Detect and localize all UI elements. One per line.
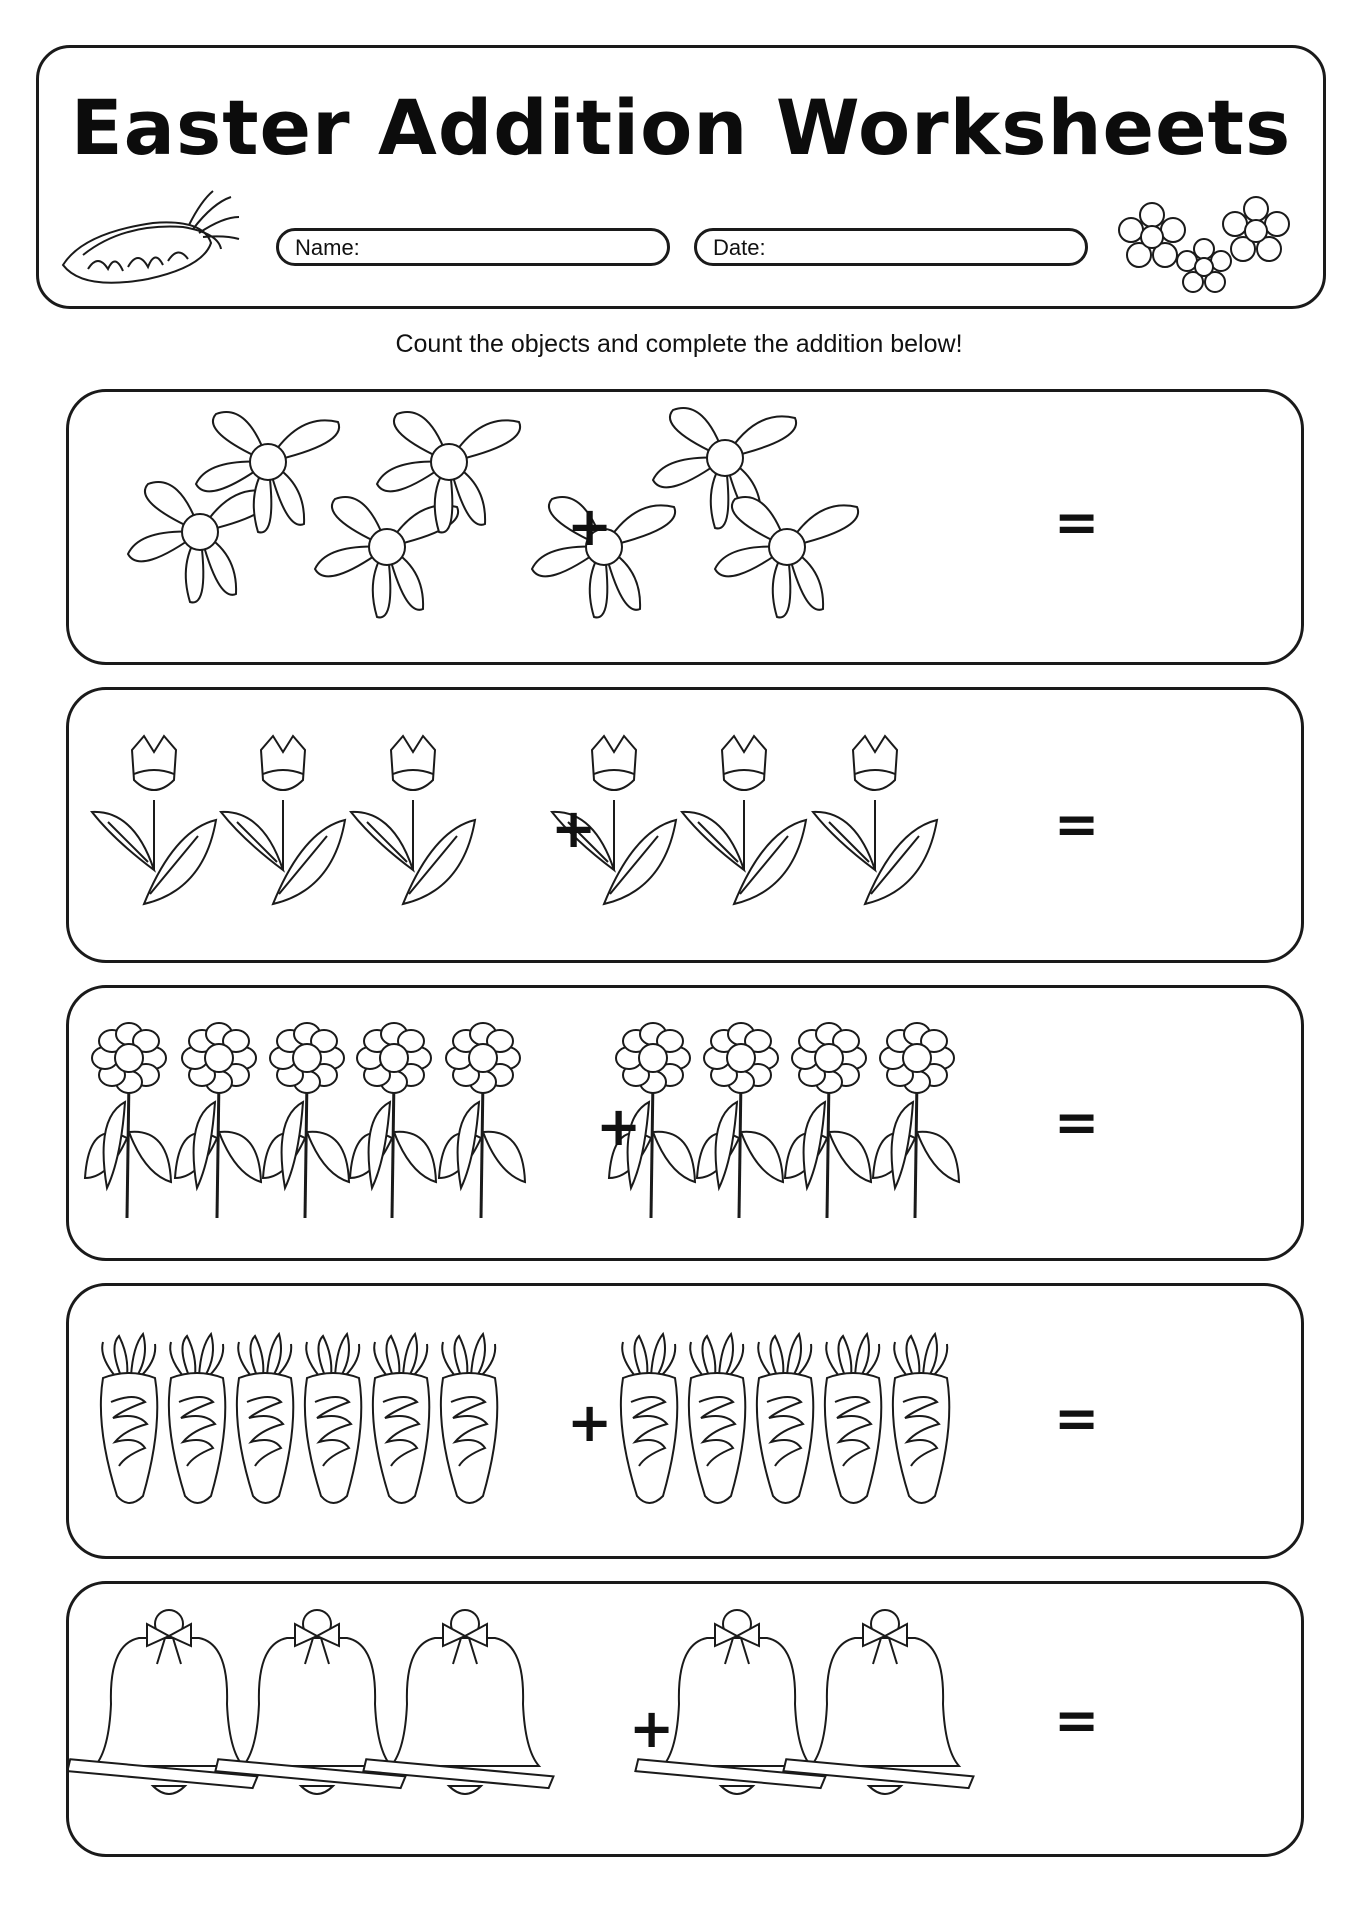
- date-label: Date:: [713, 235, 766, 260]
- instruction-text: Count the objects and complete the addition below!: [395, 330, 963, 358]
- daisy-icon: [175, 1023, 261, 1218]
- problem-5: [66, 1581, 1304, 1857]
- tulip-icon: [92, 736, 216, 904]
- carrot-icon: [305, 1334, 361, 1503]
- problem-4: [66, 1283, 1304, 1559]
- bow-flower-icon: [128, 482, 271, 602]
- name-field[interactable]: [276, 228, 670, 266]
- carrot-icon: [237, 1334, 293, 1503]
- easter-bell-icon: [783, 1610, 974, 1794]
- equals-sign: =: [1054, 1387, 1100, 1450]
- daisy-icon: [697, 1023, 783, 1218]
- bow-flower-icon: [377, 412, 520, 532]
- header-box: [36, 45, 1326, 309]
- plus-sign: +: [596, 1095, 642, 1158]
- daisy-icon: [85, 1023, 171, 1218]
- problem-1: [66, 389, 1304, 665]
- bow-flower-icon: [715, 497, 858, 617]
- daisy-icon: [785, 1023, 871, 1218]
- daisy-icon: [873, 1023, 959, 1218]
- carrot-icon: [757, 1334, 813, 1503]
- flowers-cluster-icon: [1104, 183, 1304, 303]
- tulip-icon: [813, 736, 937, 904]
- easter-bell-icon: [363, 1610, 554, 1794]
- plus-sign: +: [567, 495, 613, 558]
- carrot-icon: [101, 1334, 157, 1503]
- date-field[interactable]: [694, 228, 1088, 266]
- name-label: Name:: [295, 235, 360, 260]
- equals-sign: =: [1054, 491, 1100, 554]
- equals-sign: =: [1054, 793, 1100, 856]
- carrot-icon: [373, 1334, 429, 1503]
- daisy-icon: [350, 1023, 436, 1218]
- daisy-icon: [263, 1023, 349, 1218]
- tulip-icon: [682, 736, 806, 904]
- equals-sign: =: [1054, 1091, 1100, 1154]
- carrot-icon: [621, 1334, 677, 1503]
- answer-input-2[interactable]: [1119, 794, 1279, 854]
- answer-input-4[interactable]: [1119, 1388, 1279, 1448]
- problem-3: [66, 985, 1304, 1261]
- equals-sign: =: [1054, 1689, 1100, 1752]
- carrot-icon: [169, 1334, 225, 1503]
- carrot-icon: [441, 1334, 497, 1503]
- answer-input-3[interactable]: [1119, 1092, 1279, 1152]
- plus-sign: +: [551, 797, 597, 860]
- answer-input-1[interactable]: [1119, 492, 1279, 552]
- answer-input-5[interactable]: [1119, 1690, 1279, 1750]
- carrot-bunch-icon: [53, 183, 243, 293]
- problem-2: [66, 687, 1304, 963]
- carrot-icon: [893, 1334, 949, 1503]
- plus-sign: +: [567, 1391, 613, 1454]
- tulip-icon: [351, 736, 475, 904]
- carrot-icon: [689, 1334, 745, 1503]
- daisy-icon: [439, 1023, 525, 1218]
- tulip-icon: [221, 736, 345, 904]
- plus-sign: +: [629, 1697, 675, 1760]
- worksheet-title: Easter Addition Worksheets: [70, 83, 1292, 172]
- carrot-icon: [825, 1334, 881, 1503]
